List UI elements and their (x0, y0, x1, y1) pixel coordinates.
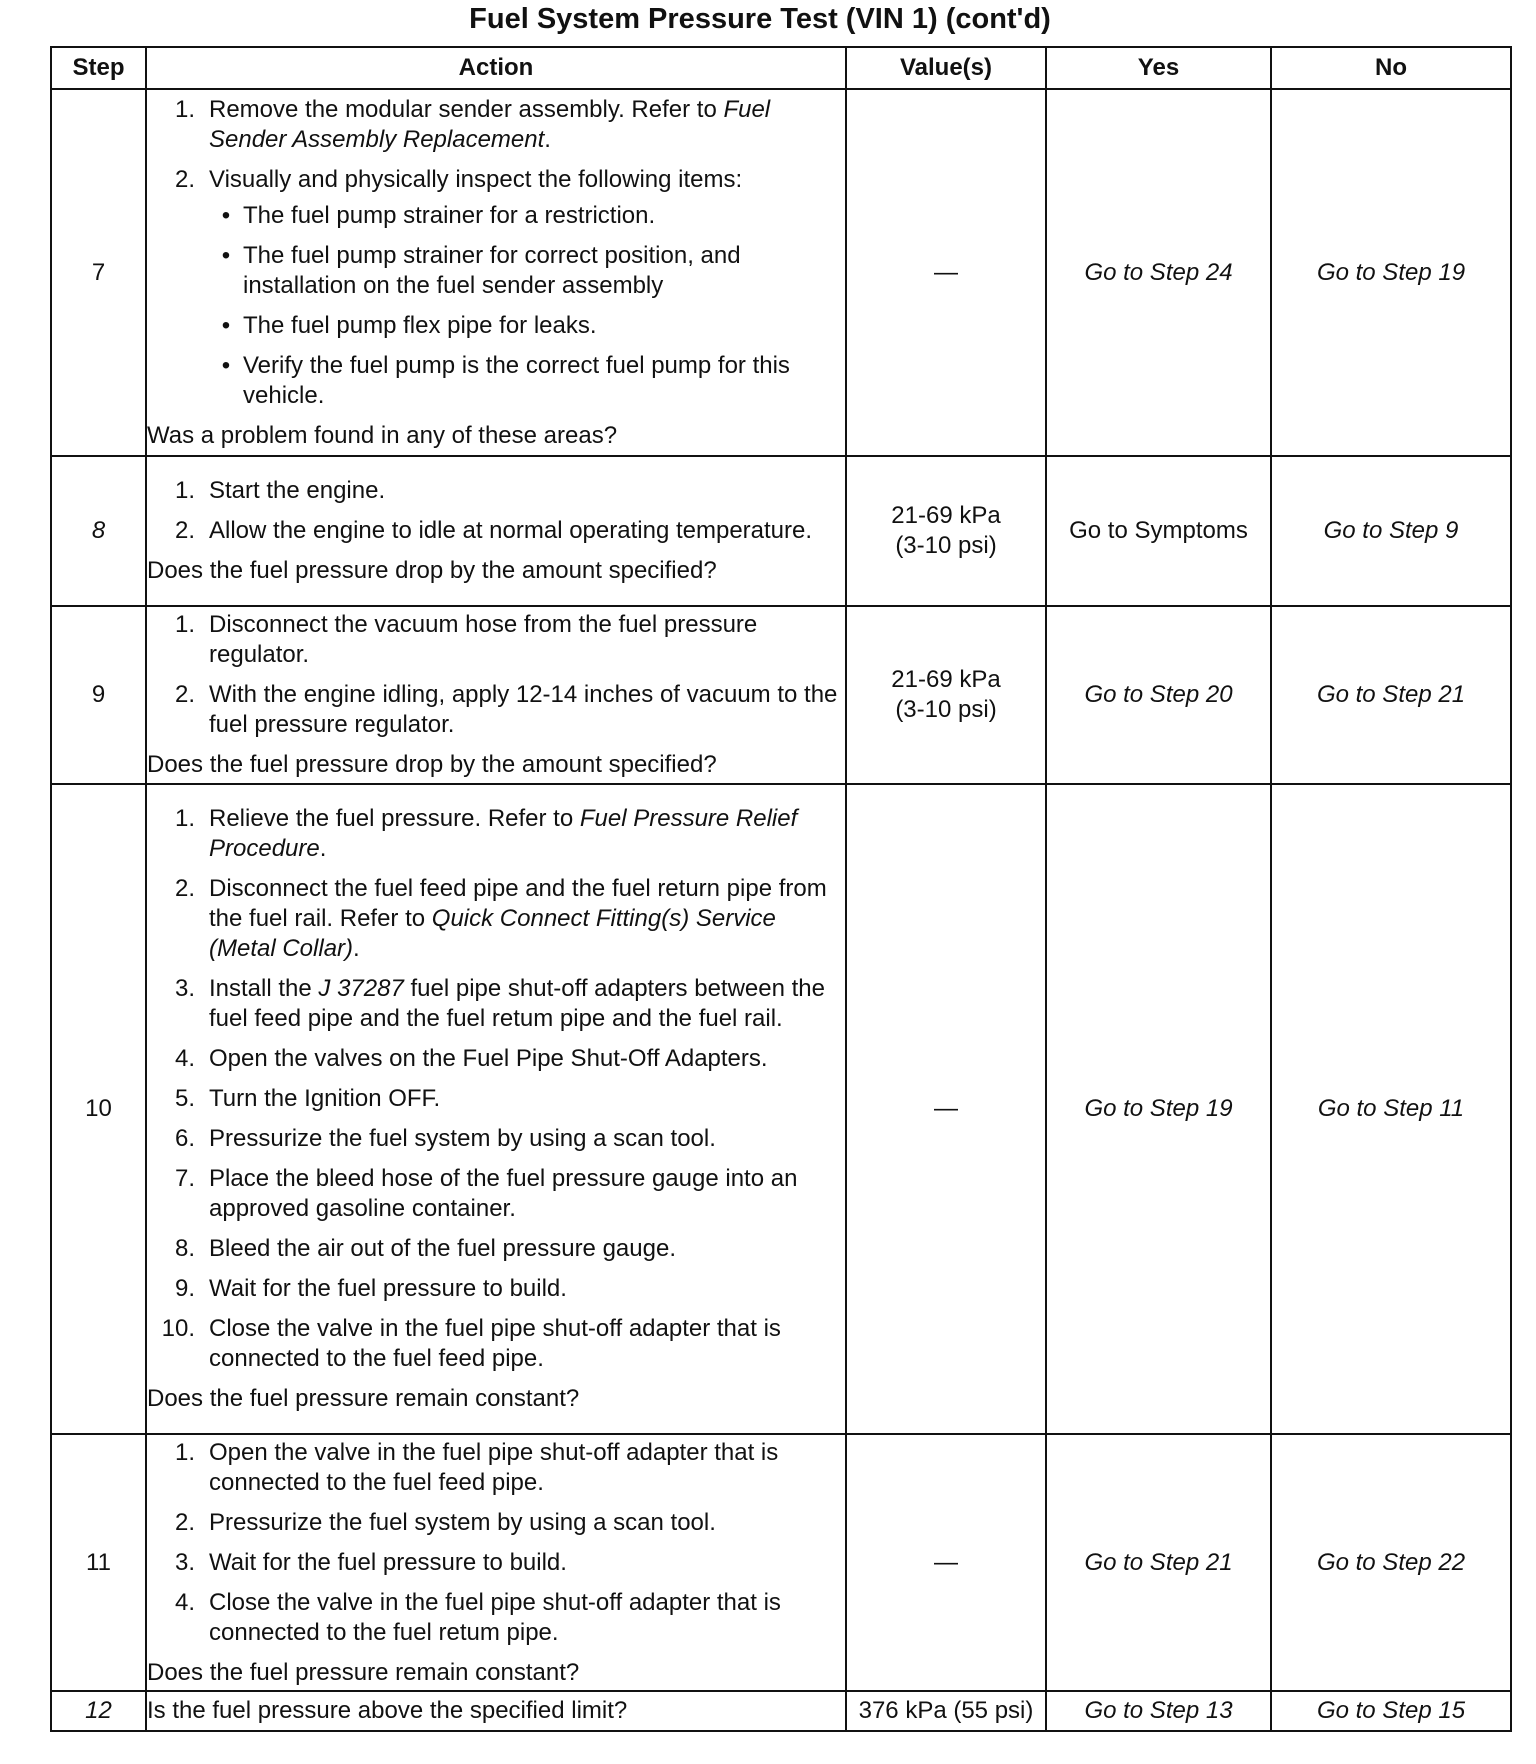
action-list (147, 610, 845, 740)
action-item: 4. Close the valve in the fuel pipe shut-off adapter that is connected to the fuel retum pipe. (174, 1588, 781, 1646)
yes-cell: Go to Step 21 (1046, 1434, 1271, 1691)
action-item: 1. Open the valve in the fuel pipe shut-off adapter that is connected to the fuel feed pipe. (174, 1438, 779, 1496)
action-item: 2. With the engine idling, apply 12-14 inches of vacuum to the fuel pressure regulator. (174, 681, 838, 738)
yes-cell: Go to Step 19 (1046, 784, 1271, 1434)
action-cell (146, 456, 846, 606)
step-9-row (51, 606, 1511, 784)
bullet-icon: • (221, 201, 231, 229)
action-list (147, 476, 845, 546)
action-list (147, 95, 845, 411)
values-column-header: Value(s) (846, 47, 1046, 89)
value-cell: — (846, 89, 1046, 456)
action-question: Does the fuel pressure remain constant? (147, 1385, 580, 1412)
bullet-item: • Verify the fuel pump is the correct fuel pump for this vehicle. (209, 351, 845, 411)
action-item: 5. Turn the Ignition OFF. (174, 1085, 441, 1112)
action-item: 2. Allow the engine to idle at normal operating temperature. (174, 517, 813, 544)
yes-cell: Go to Step 24 (1046, 89, 1271, 456)
action-item: 9. Wait for the fuel pressure to build. (174, 1275, 567, 1302)
action-question: Is the fuel pressure above the specified limit? (146, 1691, 846, 1731)
step-number: 9 (51, 606, 146, 784)
bullet-item: • The fuel pump flex pipe for leaks. (209, 311, 845, 341)
action-cell (146, 89, 846, 456)
step-11-row (51, 1434, 1511, 1691)
no-cell: Go to Step 9 (1271, 456, 1511, 606)
yes-cell: Go to Symptoms (1046, 456, 1271, 606)
action-item: 3. Install the J 37287 fuel pipe shut-off adapters between the fuel feed pipe and the fuel retum pipe and the fuel rail. (174, 975, 825, 1032)
value-cell: 21-69 kPa (3-10 psi) (846, 456, 1046, 606)
value-cell: — (846, 1434, 1046, 1691)
no-cell: Go to Step 22 (1271, 1434, 1511, 1691)
no-column-header: No (1271, 47, 1511, 89)
bullet-icon: • (221, 241, 231, 269)
action-item: 7. Place the bleed hose of the fuel pressure gauge into an approved gasoline container. (174, 1165, 798, 1222)
action-item: 8. Bleed the air out of the fuel pressure gauge. (174, 1235, 676, 1262)
step-12-row (51, 1691, 1511, 1731)
action-item: 1. Relieve the fuel pressure. Refer to Fuel Pressure Relief Procedure. (174, 805, 798, 862)
action-list (147, 1438, 845, 1648)
action-question: Does the fuel pressure drop by the amount specified? (147, 751, 717, 778)
action-item: 2. Disconnect the fuel feed pipe and the fuel return pipe from the fuel rail. Refer to Quick Connect Fitting(s) Service (Metal Collar). (174, 875, 827, 962)
step-number: 7 (51, 89, 146, 456)
step-number: 12 (51, 1691, 146, 1731)
action-item: 2. Visually and physically inspect the following items: • The fuel pump strainer for a restriction. • The fuel pump strainer for correct position, and installation on the fuel sender assembly • The fuel pump flex pipe for leaks. • Verify the fuel pump is the correct fuel pump for this vehicle. (147, 165, 845, 411)
step-10-row (51, 784, 1511, 1434)
bullet-item: • The fuel pump strainer for correct position, and installation on the fuel sender assembly (209, 241, 845, 301)
action-item: 3. Wait for the fuel pressure to build. (174, 1548, 567, 1576)
no-cell: Go to Step 11 (1271, 784, 1511, 1434)
action-item: 6. Pressurize the fuel system by using a scan tool. (174, 1125, 716, 1152)
reference-link: Quick Connect Fitting(s) Service (Metal Collar) (209, 905, 776, 962)
yes-cell: Go to Step 13 (1046, 1691, 1271, 1731)
action-item: 2. Pressurize the fuel system by using a scan tool. (174, 1508, 716, 1536)
step-number: 8 (51, 456, 146, 606)
no-cell: Go to Step 15 (1271, 1691, 1511, 1731)
reference-link: Fuel Sender Assembly Replacement (209, 95, 771, 153)
action-question: Does the fuel pressure remain constant? (147, 1658, 580, 1686)
step-number: 11 (51, 1434, 146, 1691)
action-cell (146, 784, 846, 1434)
action-cell (146, 1434, 846, 1691)
tool-reference: J 37287 (318, 975, 404, 1002)
value-cell: — (846, 784, 1046, 1434)
no-cell: Go to Step 21 (1271, 606, 1511, 784)
action-item: 1. Remove the modular sender assembly. Refer to Fuel Sender Assembly Replacement. (174, 95, 771, 153)
action-item: 4. Open the valves on the Fuel Pipe Shut-Off Adapters. (174, 1045, 768, 1072)
step-7-row (51, 89, 1511, 456)
procedure-table (50, 46, 1512, 1732)
action-item: 10. Close the valve in the fuel pipe shut-off adapter that is connected to the fuel feed pipe. (161, 1315, 781, 1372)
bullet-list (209, 201, 845, 411)
no-cell: Go to Step 19 (1271, 89, 1511, 456)
action-item: 1. Disconnect the vacuum hose from the fuel pressure regulator. (174, 611, 758, 668)
yes-cell: Go to Step 20 (1046, 606, 1271, 784)
yes-column-header: Yes (1046, 47, 1271, 89)
bullet-icon: • (221, 311, 231, 339)
step-column-header: Step (51, 47, 146, 89)
action-cell (146, 606, 846, 784)
step-number: 10 (51, 784, 146, 1434)
action-list (147, 804, 845, 1374)
value-cell: 376 kPa (55 psi) (846, 1691, 1046, 1731)
action-item: 1. Start the engine. (174, 477, 386, 504)
action-column-header: Action (146, 47, 846, 89)
step-8-row (51, 456, 1511, 606)
bullet-icon: • (221, 351, 231, 379)
table-header-row (51, 47, 1511, 89)
page-title: Fuel System Pressure Test (VIN 1) (cont'd) (469, 3, 1051, 35)
reference-link: Fuel Pressure Relief Procedure (209, 805, 798, 862)
action-question: Was a problem found in any of these areas? (147, 421, 618, 449)
action-question: Does the fuel pressure drop by the amount specified? (147, 557, 717, 584)
bullet-item: • The fuel pump strainer for a restriction. (209, 201, 845, 231)
value-cell: 21-69 kPa (3-10 psi) (846, 606, 1046, 784)
